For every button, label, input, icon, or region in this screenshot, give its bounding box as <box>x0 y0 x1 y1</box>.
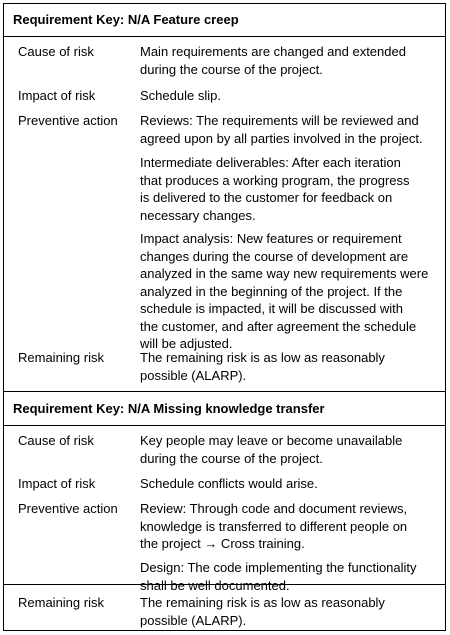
row-label-impact: Impact of risk <box>18 88 96 103</box>
risk-table <box>3 3 446 631</box>
remaining-text: The remaining risk is as low as reasonably possible (ALARP). <box>140 350 385 383</box>
divider <box>4 584 445 585</box>
row-label-cause: Cause of risk <box>18 433 94 448</box>
row-label-preventive: Preventive action <box>18 113 118 128</box>
cause-text: Key people may leave or become unavailable during the course of the project. <box>140 433 403 466</box>
preventive-text-design: Design: The code implementing the functionality shall be well documented. <box>140 560 417 593</box>
preventive-text-impact-analysis: Impact analysis: New features or requirement changes during the course of development are analyzed in the same way new requirements were analyzed in the beginning of the project. If the schedule is impacted, it will be discussed with the customer, and after agreement the schedule will be adjusted. <box>140 231 429 351</box>
row-label-cause: Cause of risk <box>18 44 94 59</box>
section-title: Requirement Key: N/A Feature creep <box>13 12 239 27</box>
preventive-text-reviews: Reviews: The requirements will be reviewed and agreed upon by all parties involved in the project. <box>140 113 423 146</box>
cause-text: Main requirements are changed and extended during the course of the project. <box>140 44 406 77</box>
section-title: Requirement Key: N/A Missing knowledge transfer <box>13 401 325 416</box>
remaining-text: The remaining risk is as low as reasonably possible (ALARP). <box>140 595 385 628</box>
row-label-remaining: Remaining risk <box>18 350 104 365</box>
row-label-preventive: Preventive action <box>18 501 118 516</box>
preventive-text-deliverables: Intermediate deliverables: After each iteration that produces a working program, the progress is delivered to the customer for feedback on necessary changes. <box>140 155 410 223</box>
divider <box>4 36 445 37</box>
divider <box>4 425 445 426</box>
row-label-remaining: Remaining risk <box>18 595 104 610</box>
preventive-text-review: Review: Through code and document reviews, knowledge is transferred to different people on the project → Cross training. <box>140 501 408 551</box>
divider <box>4 391 445 392</box>
row-label-impact: Impact of risk <box>18 476 96 491</box>
impact-text: Schedule slip. <box>140 88 221 103</box>
impact-text: Schedule conflicts would arise. <box>140 476 318 491</box>
